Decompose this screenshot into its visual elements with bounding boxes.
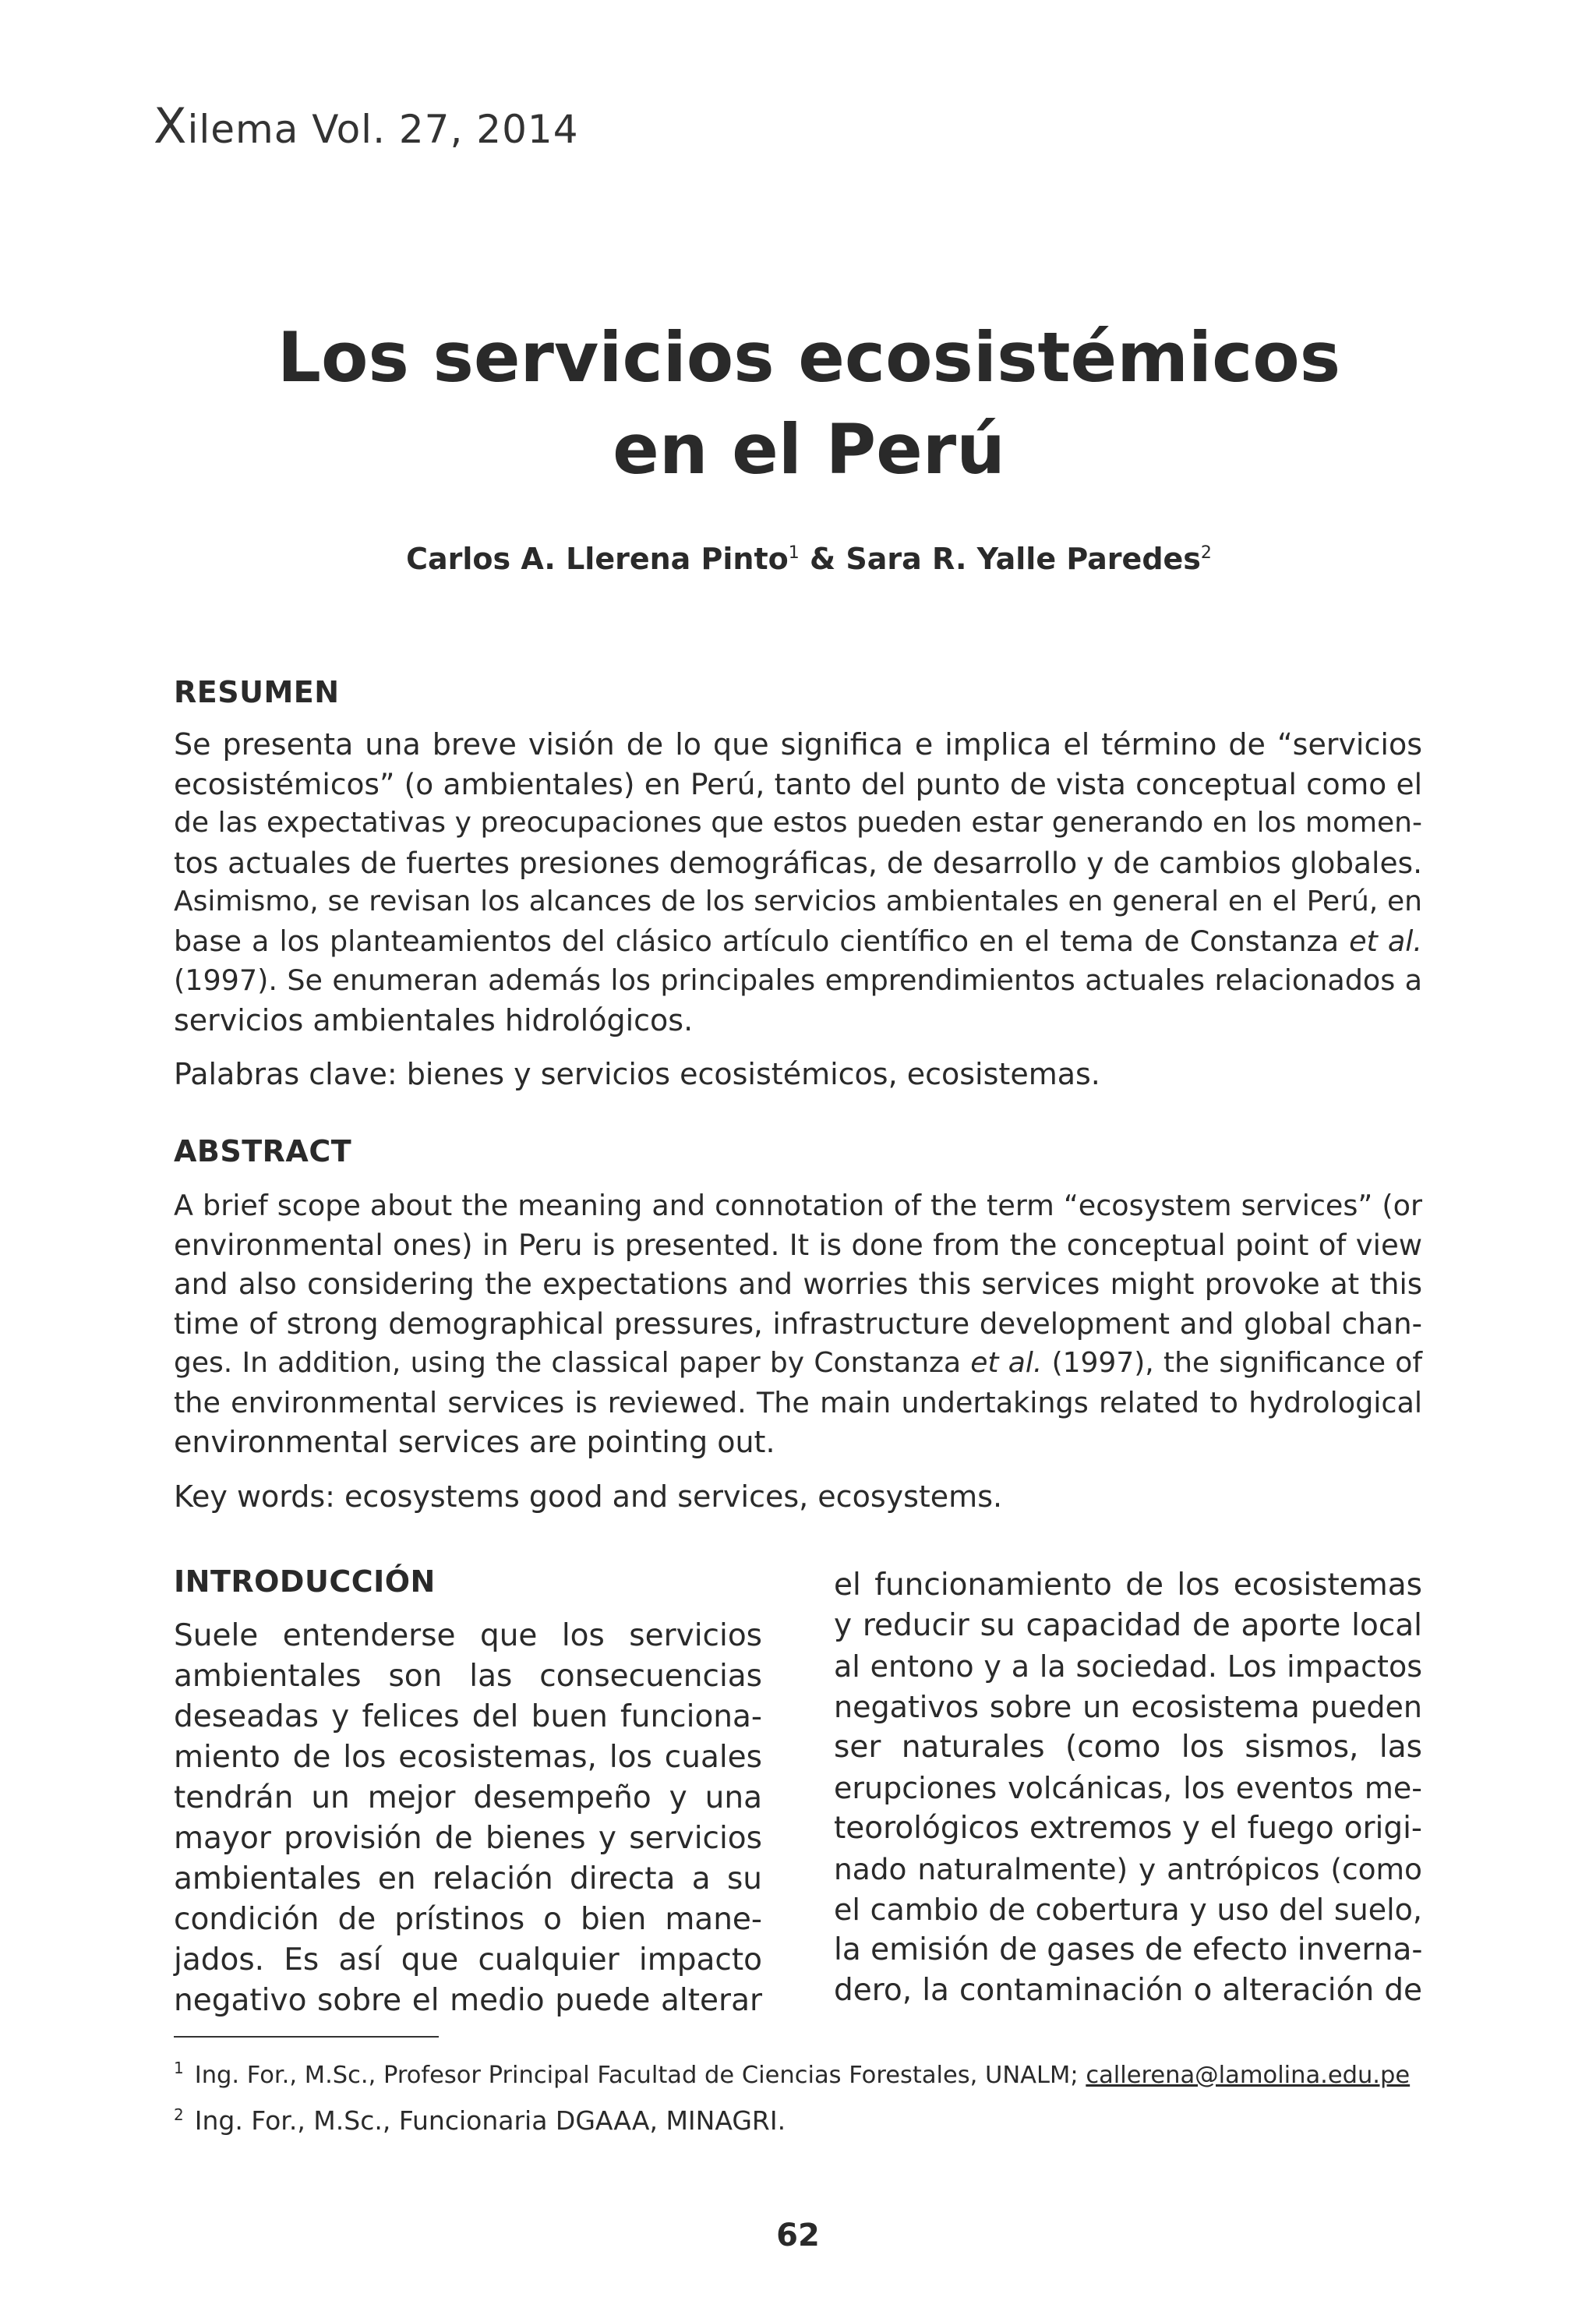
intro-left-line: miento de los ecosistemas, los cuales: [174, 1740, 762, 1775]
abstract-citation-text: ges. In addition, using the classical paper by Constanza: [174, 1347, 971, 1379]
resumen-line: de las expectativas y preocupaciones que estos pueden estar generando en los momen-: [174, 807, 1422, 839]
intro-heading: INTRODUCCIÓN: [174, 1564, 436, 1599]
page-number: 62: [776, 2218, 820, 2253]
resumen-line: ecosistémicos” (o ambientales) en Perú, tanto del punto de vista conceptual como el: [174, 766, 1422, 801]
intro-left-line: tendrán un mejor desempeño y una: [174, 1780, 762, 1815]
abstract-etal: et al.: [970, 1347, 1043, 1379]
resumen-line: Se presenta una breve visión de lo que significa e implica el término de “servicios: [174, 727, 1422, 762]
footnote-2-text: Ing. For., M.Sc., Funcionaria DGAAA, MINAGRI.: [194, 2105, 786, 2136]
intro-left-paragraph: [174, 1616, 762, 2021]
intro-left-line: mayor provisión de bienes y servicios: [174, 1821, 762, 1856]
resumen-line: tos actuales de fuertes presiones demográficas, de desarrollo y de cambios globales.: [174, 845, 1422, 880]
journal-volume: ilema Vol. 27, 2014: [187, 107, 579, 152]
intro-right-line: teorológicos extremos y el fuego origi-: [834, 1811, 1422, 1846]
resumen-heading: RESUMEN: [174, 675, 340, 709]
abstract-line: time of strong demographical pressures, infrastructure development and global chan-: [174, 1306, 1422, 1341]
author-separator: &: [799, 542, 846, 576]
intro-right-line: negativos sobre un ecosistema pueden: [834, 1690, 1422, 1724]
intro-right-line: ser naturales (como los sismos, las: [834, 1730, 1422, 1765]
abstract-citation-tail: (1997), the significance of: [1042, 1347, 1423, 1379]
intro-left-line: ambientales son las consecuencias: [174, 1659, 762, 1694]
authors: [174, 542, 1444, 576]
intro-left-line: Suele entenderse que los servicios: [174, 1618, 762, 1653]
footnote-1: [174, 2048, 1428, 2095]
intro-right-column: [834, 1565, 1422, 2011]
resumen-citation-text: base a los planteamientos del clásico artículo científico en el tema de Constanza: [174, 924, 1350, 958]
journal-initial: X: [154, 97, 188, 154]
article-title: [174, 312, 1444, 496]
author-1-mark: 1: [788, 543, 800, 563]
resumen-line: (1997). Se enumeran además los principales emprendimientos actuales relacionados a: [174, 963, 1422, 997]
footnote-1-mark: 1: [174, 2059, 184, 2077]
intro-right-line: la emisión de gases de efecto inverna-: [834, 1932, 1423, 1967]
footnote-1-text: Ing. For., M.Sc., Profesor Principal Facultad de Ciencias Forestales, UNALM;: [194, 2062, 1086, 2089]
journal-header: [154, 97, 579, 154]
author-1: Carlos A. Llerena Pinto: [406, 542, 789, 576]
intro-right-line: al entono y a la sociedad. Los impactos: [834, 1649, 1422, 1684]
abstract-line-with-citation: [174, 1344, 1422, 1384]
resumen-paragraph: [174, 725, 1422, 1040]
abstract-body: [174, 1186, 1422, 1514]
resumen-body: [174, 725, 1422, 1091]
intro-right-line: el funcionamiento de los ecosistemas: [834, 1568, 1422, 1603]
footnote-2: [174, 2095, 1428, 2140]
footnotes: [174, 2048, 1428, 2140]
intro-right-line: dero, la contaminación o alteración de: [834, 1973, 1422, 2008]
intro-right-line: erupciones volcánicas, los eventos me-: [834, 1771, 1422, 1805]
resumen-etal: et al.: [1349, 924, 1422, 958]
abstract-line: A brief scope about the meaning and connotation of the term “ecosystem services” (or: [174, 1189, 1422, 1222]
title-line-2: en el Perú: [613, 409, 1005, 490]
intro-left-line: ambientales en relación directa a su: [174, 1861, 762, 1896]
intro-right-line: el cambio de cobertura y uso del suelo,: [834, 1893, 1422, 1927]
abstract-line: environmental ones) in Peru is presented. It is done from the conceptual point of view: [174, 1228, 1422, 1262]
abstract-line: environmental services are pointing out.: [174, 1425, 775, 1459]
abstract-section: [174, 1134, 1422, 1168]
intro-left-line: negativo sobre el medio puede alterar: [174, 1983, 762, 2018]
abstract-paragraph: [174, 1186, 1422, 1462]
intro-left-line: deseadas y felices del buen funciona-: [174, 1699, 762, 1734]
author-2-mark: 2: [1200, 543, 1212, 563]
abstract-keywords: Key words: ecosystems good and services, ecosystems.: [174, 1479, 1003, 1514]
resumen-line: Asimismo, se revisan los alcances de los servicios ambientales en general en el Perú, en: [174, 885, 1422, 917]
intro-right-line: nado naturalmente) y antrópicos (como: [834, 1852, 1422, 1886]
intro-left-line: jados. Es así que cualquier impacto: [174, 1942, 762, 1978]
resumen-line-with-citation: [174, 922, 1422, 962]
resumen-line: servicios ambientales hidrológicos.: [174, 1002, 694, 1037]
title-line-1: Los servicios ecosistémicos: [277, 317, 1341, 398]
intro-right-paragraph: [834, 1565, 1422, 2011]
abstract-heading: ABSTRACT: [174, 1134, 352, 1168]
author-2: Sara R. Yalle Paredes: [846, 542, 1201, 576]
intro-left-column: [174, 1564, 762, 2021]
intro-left-line: condición de prístinos o bien mane-: [174, 1902, 762, 1937]
resumen-section: [174, 675, 1422, 709]
footnote-2-mark: 2: [174, 2105, 184, 2124]
footnote-divider: [174, 2036, 439, 2038]
abstract-line: and also considering the expectations and worries this services might provoke at this: [174, 1267, 1422, 1301]
author-email-link[interactable]: callerena@lamolina.edu.pe: [1086, 2062, 1411, 2089]
intro-right-line: y reducir su capacidad de aporte local: [834, 1608, 1422, 1643]
resumen-keywords: Palabras clave: bienes y servicios ecosistémicos, ecosistemas.: [174, 1057, 1100, 1091]
abstract-line: the environmental services is reviewed. The main undertakings related to hydrological: [174, 1385, 1422, 1419]
